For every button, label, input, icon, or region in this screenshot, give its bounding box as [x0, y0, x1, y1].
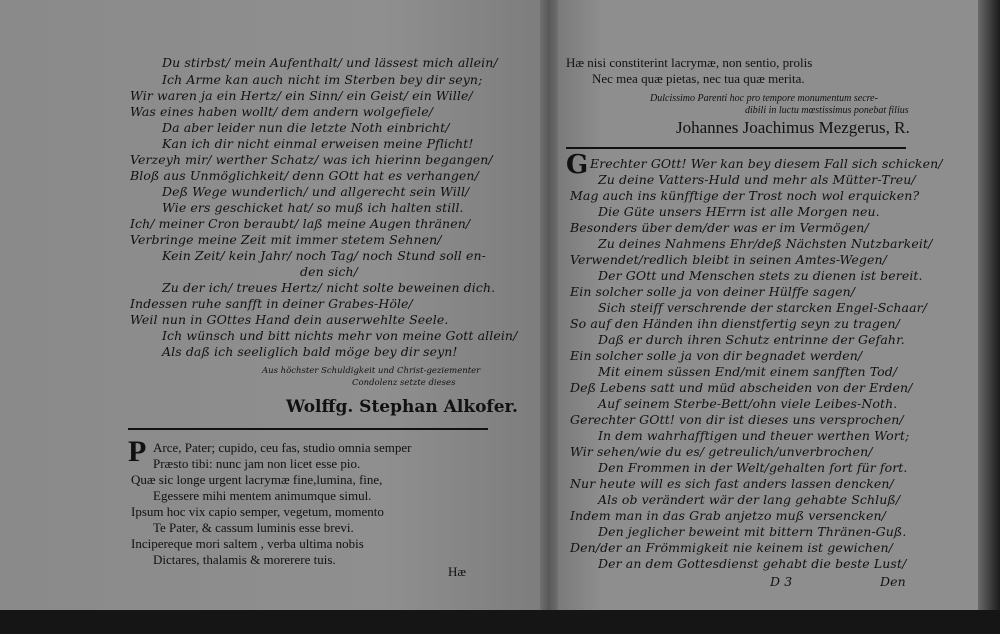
- poem-line: Besonders über dem/der was er im Vermögen/: [570, 220, 869, 235]
- signature: Wolffg. Stephan Alkofer.: [286, 397, 518, 417]
- signature: Johannes Joachimus Mezgerus, R.: [676, 118, 910, 137]
- poem-line: Wir waren ja ein Hertz/ ein Sinn/ ein Geist/ ein Wille/: [130, 88, 473, 103]
- poem-line: Zu der ich/ treues Hertz/ nicht solte beweinen dich.: [162, 280, 496, 295]
- latin-line: Hæ nisi constiterint lacrymæ, non sentio, prolis: [566, 55, 813, 70]
- poem-line: Mit einem süssen End/mit einem sanfften Tod/: [598, 364, 898, 379]
- signature-mark: D 3: [770, 574, 793, 589]
- poem-line: Der an dem Gottesdienst gehabt die beste Lust/: [598, 556, 907, 571]
- page-edge-shadow: [978, 0, 1000, 634]
- poem-line: Ein solcher solle ja von dir begnadet werden/: [570, 348, 863, 363]
- poem-line: Zu deines Nahmens Ehr/deß Nächsten Nutzbarkeit/: [598, 236, 933, 251]
- poem-line: Deß Wege wunderlich/ und allgerecht sein Will/: [162, 184, 470, 199]
- poem-line: Ich Arme kan auch nicht im Sterben bey dir seyn;: [162, 72, 483, 87]
- catchword: Hæ: [448, 564, 467, 579]
- poem-line: Zu deine Vatters-Huld und mehr als Mütter-Treu/: [598, 172, 916, 187]
- book-gutter: [540, 0, 558, 634]
- poem-line: Daß er durch ihren Schutz entrinne der Gefahr.: [598, 332, 905, 347]
- poem-line: Die Güte unsers HErrn ist alle Morgen neu.: [598, 204, 880, 219]
- poem-line: Wir sehen/wie du es/ getreulich/unverbrochen/: [570, 444, 873, 459]
- latin-line: Nec mea quæ pietas, nec tua quæ merita.: [592, 71, 805, 86]
- poem-line: So auf den Händen ihn dienstfertig seyn zu tragen/: [570, 316, 900, 331]
- dedication-line: Dulcissimo Parenti hoc pro tempore monumentum secre-: [650, 93, 878, 104]
- poem-line: Als ob verändert wär der lang gehabte Schluß/: [598, 492, 901, 507]
- poem-line: Indessen ruhe sanfft in deiner Grabes-Höle/: [130, 296, 413, 311]
- dedication-line: dibili in luctu mœstissimus ponebat filius: [745, 105, 909, 116]
- attribution-line: Aus höchster Schuldigkeit und Christ-geziementer: [262, 366, 481, 376]
- latin-line: Præsto tibi: nunc jam non licet esse pio.: [153, 456, 361, 471]
- poem-line: Indem man in das Grab anjetzo muß versencken/: [570, 508, 886, 523]
- latin-line: Arce, Pater; cupido, ceu fas, studio omnia semper: [153, 440, 412, 455]
- poem-line: Weil nun in GOttes Hand dein auserwehlte Seele.: [130, 312, 449, 327]
- poem-line: Kan ich dir nicht einmal erweisen meine Pflicht!: [162, 136, 474, 151]
- divider-rule: [128, 428, 488, 430]
- catchword: Den: [880, 574, 906, 589]
- poem-line: Auf seinem Sterbe-Bett/ohn viele Leibes-Noth.: [598, 396, 898, 411]
- attribution-line: Condolenz setzte dieses: [352, 378, 456, 388]
- poem-line: Den jeglicher beweint mit bittern Thränen-Guß.: [598, 524, 907, 539]
- poem-line: Ich/ meiner Cron beraubt/ laß meine Augen thränen/: [130, 216, 471, 231]
- latin-line: Incipereque mori saltem , verba ultima nobis: [131, 536, 364, 551]
- poem-line: Ein solcher solle ja von deiner Hülffe sagen/: [570, 284, 856, 299]
- latin-line: Dictares, thalamis & morerere tuis.: [153, 552, 336, 567]
- drop-cap: P: [128, 435, 147, 468]
- poem-line: Nur heute will es sich fast anders lassen dencken/: [570, 476, 894, 491]
- poem-line: Gerechter GOtt! von dir ist dieses uns versprochen/: [570, 412, 904, 427]
- poem-line: Als daß ich seeliglich bald möge bey dir seyn!: [162, 344, 458, 359]
- poem-line: Mag auch ins künfftige der Trost noch wol erquicken?: [570, 188, 920, 203]
- poem-line: Deß Lebens satt und müd abscheiden von der Erden/: [570, 380, 913, 395]
- latin-line: Te Pater, & cassum luminis esse brevi.: [153, 520, 354, 535]
- latin-line: Egessere mihi mentem animumque simul.: [153, 488, 372, 503]
- poem-line: Verwendet/redlich bleibt in seinen Amtes-Wegen/: [570, 252, 887, 267]
- bottom-shadow: [0, 610, 1000, 634]
- poem-line: Ich wünsch und bitt nichts mehr von meine Gott allein/: [162, 328, 518, 343]
- poem-line: Bloß aus Unmöglichkeit/ denn GOtt hat es verhangen/: [130, 168, 479, 183]
- poem-line: Da aber leider nun die letzte Noth einbricht/: [162, 120, 450, 135]
- poem-line: Den/der an Frömmigkeit nie keinem ist gewichen/: [570, 540, 893, 555]
- poem-line: Erechter GOtt! Wer kan bey diesem Fall sich schicken/: [590, 156, 943, 171]
- poem-line: Sich steiff verschrende der starcken Engel-Schaar/: [598, 300, 928, 315]
- poem-line: Wie ers geschicket hat/ so muß ich halten still.: [162, 200, 464, 215]
- drop-cap: G: [566, 150, 589, 180]
- divider-rule: [566, 147, 906, 149]
- poem-line: Kein Zeit/ kein Jahr/ noch Tag/ noch Stund soll en-: [162, 248, 486, 263]
- poem-line: Du stirbst/ mein Aufenthalt/ und lässest mich allein/: [162, 55, 498, 70]
- latin-line: Quæ sic longe urgent lacrymæ fine,lumina, fine,: [131, 472, 383, 487]
- poem-line: Den Frommen in der Welt/gehalten fort für fort.: [598, 460, 908, 475]
- poem-line: Was eines haben wollt/ dem andern wolgefiele/: [130, 104, 434, 119]
- poem-line: den sich/: [300, 264, 358, 279]
- latin-line: Ipsum hoc vix capio semper, vegetum, momento: [131, 504, 384, 519]
- poem-line: Verzeyh mir/ werther Schatz/ was ich hierinn begangen/: [130, 152, 493, 167]
- poem-line: Der GOtt und Menschen stets zu dienen ist bereit.: [598, 268, 923, 283]
- poem-line: Verbringe meine Zeit mit immer stetem Sehnen/: [130, 232, 442, 247]
- poem-line: In dem wahrhafftigen und theuer werthen Wort;: [598, 428, 910, 443]
